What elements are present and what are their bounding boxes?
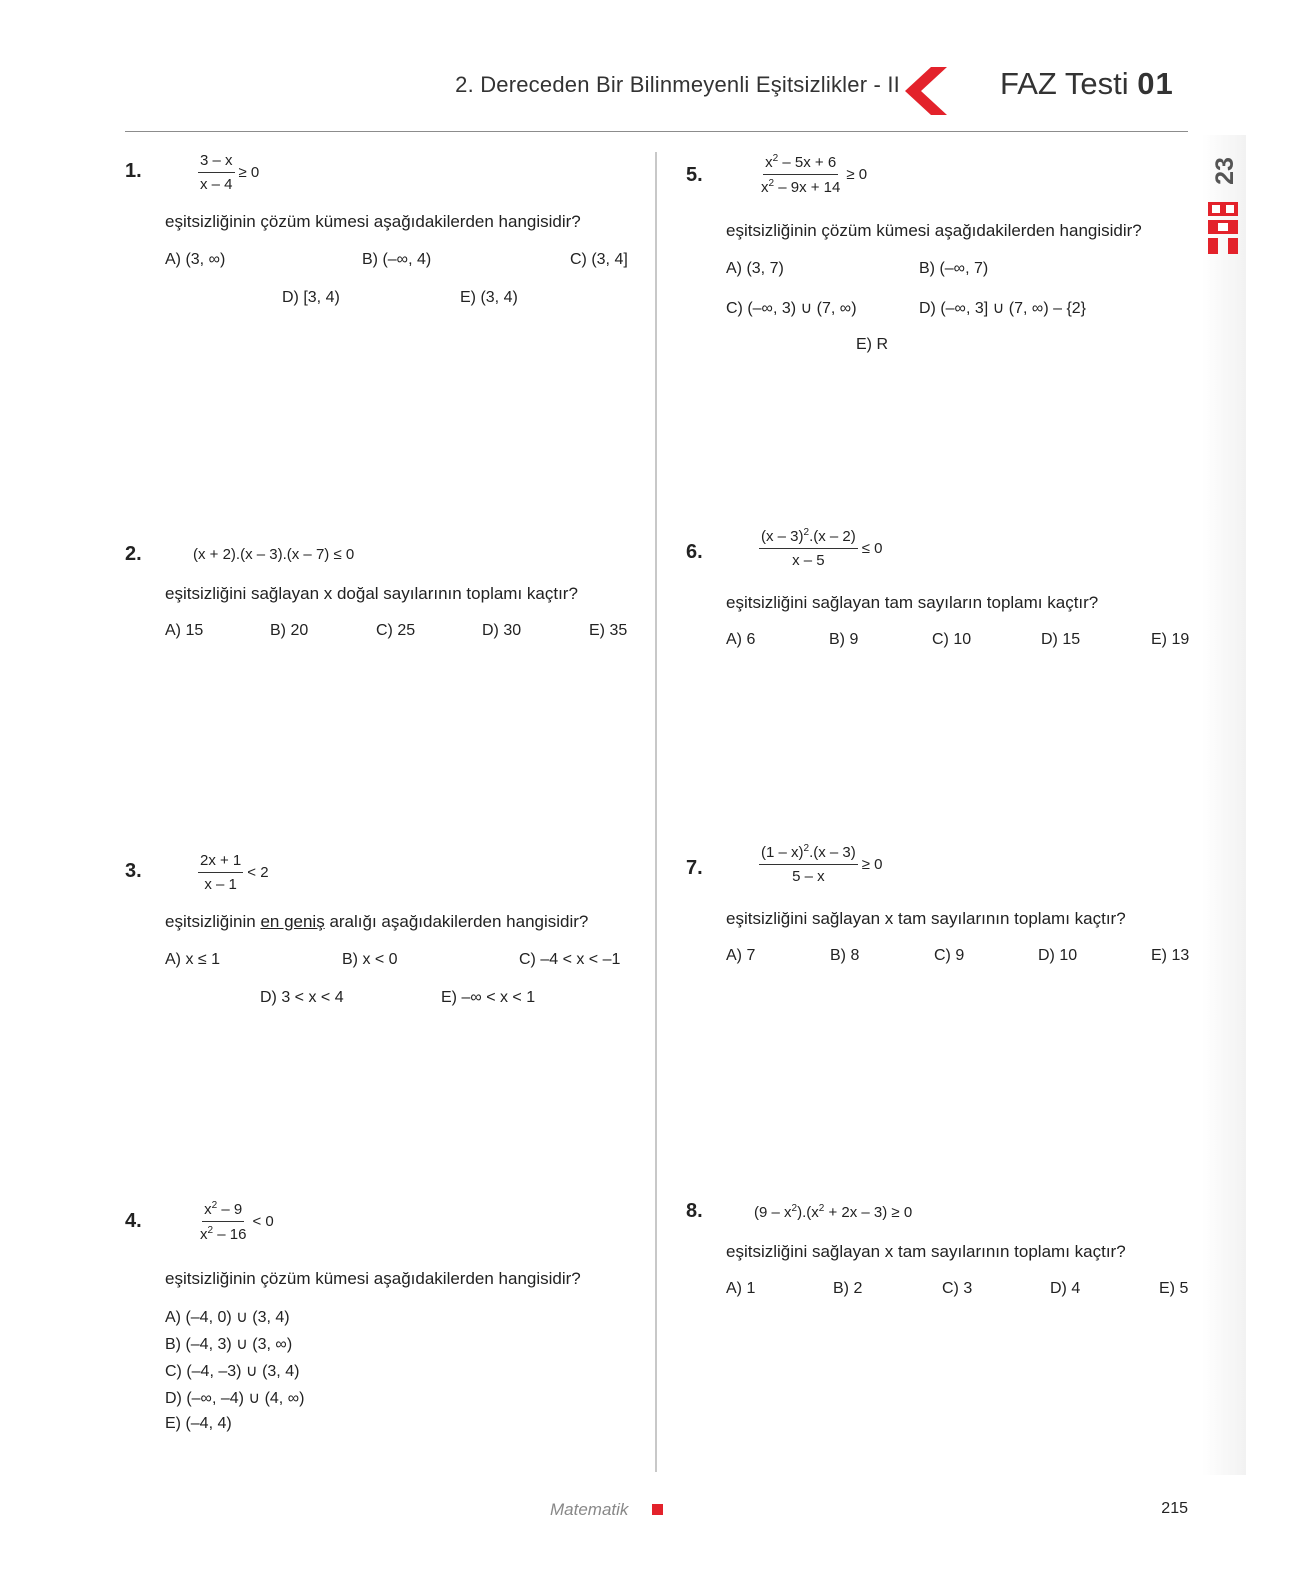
option-b[interactable]: B) x < 0 [342, 951, 398, 968]
option-d[interactable]: D) 15 [1041, 631, 1081, 648]
question-2-expression: (x + 2).(x – 3).(x – 7) ≤ 0 [193, 546, 355, 563]
option-e[interactable]: E) –∞ < x < 1 [441, 989, 536, 1006]
expr-denominator: x – 1 [204, 876, 237, 893]
question-7-prompt: eşitsizliğini sağlayan x tam sayılarının toplamı kaçtır? [726, 909, 1126, 928]
option-d[interactable]: D) (–∞, –4) ∪ (4, ∞) [165, 1390, 305, 1407]
option-c[interactable]: C) (3, 4] [570, 251, 628, 268]
question-4-expression [198, 1200, 274, 1243]
option-e[interactable]: E) 5 [1159, 1280, 1189, 1297]
square-icon [652, 1504, 663, 1515]
page-number: 215 [1161, 1500, 1188, 1517]
question-2-number: 2. [125, 543, 142, 565]
option-e[interactable]: E) 35 [589, 622, 628, 639]
option-c[interactable]: C) (–∞, 3) ∪ (7, ∞) [726, 300, 857, 317]
option-b[interactable]: B) 8 [830, 947, 860, 964]
column-divider [655, 152, 657, 1472]
option-d[interactable]: D) (–∞, 3] ∪ (7, ∞) – {2} [919, 300, 1087, 317]
expr-numerator: $x^2 - 5x + 6$ [763, 153, 838, 175]
option-d[interactable]: D) 4 [1050, 1280, 1081, 1297]
expr-relation: ≥ 0 [861, 855, 883, 873]
option-a[interactable]: A) (–4, 0) ∪ (3, 4) [165, 1309, 290, 1326]
chevron-left-icon [905, 67, 947, 115]
question-3-prompt [165, 912, 588, 932]
question-2-prompt: eşitsizliğini sağlayan x doğal sayılarının toplamı kaçtır? [165, 584, 578, 603]
expr-numerator: (1 – x)$^2$.(x – 3) [759, 843, 858, 865]
question-5-prompt: eşitsizliğinin çözüm kümesi aşağıdakilerden hangisidir? [726, 221, 1142, 240]
question-8-expression: $(9 - x^2).(x^2 + 2x - 3) \ge 0$ [754, 1203, 913, 1221]
faz-label: FAZ Testi [1000, 66, 1129, 101]
expr-denominator: x – 4 [200, 176, 233, 193]
header-divider [125, 131, 1188, 132]
prompt-end: aralığı aşağıdakilerden hangisidir? [324, 912, 589, 931]
option-e[interactable]: E) 19 [1151, 631, 1190, 648]
faz-number: 01 [1137, 66, 1174, 101]
option-a[interactable]: A) 1 [726, 1280, 756, 1297]
question-3-expression [198, 852, 269, 893]
question-8-number: 8. [686, 1200, 703, 1222]
option-c[interactable]: C) –4 < x < –1 [519, 951, 621, 968]
option-e[interactable]: E) (3, 4) [460, 289, 518, 306]
expr-relation: ≥ 0 [238, 164, 260, 181]
expr-denominator: $x^2 - 16$ [200, 1225, 247, 1243]
option-b[interactable]: B) 2 [833, 1280, 863, 1297]
expr-relation: ≥ 0 [846, 166, 868, 183]
option-e[interactable]: E) 13 [1151, 947, 1190, 964]
option-d[interactable]: D) [3, 4) [282, 289, 340, 306]
footer-subject: Matematik [550, 1500, 629, 1519]
emphasis-underline: en geniş [260, 912, 325, 931]
faz-test-label [1000, 66, 1174, 102]
question-7-number: 7. [686, 857, 703, 879]
test-title: 2. Dereceden Bir Bilinmeyenli Eşitsizlikler - II [455, 72, 900, 97]
option-a[interactable]: A) x ≤ 1 [165, 951, 221, 968]
option-b[interactable]: B) (–∞, 4) [362, 251, 432, 268]
option-c[interactable]: C) (–4, –3) ∪ (3, 4) [165, 1363, 300, 1380]
option-a[interactable]: A) 7 [726, 947, 756, 964]
option-b[interactable]: B) 9 [829, 631, 859, 648]
question-6-prompt: eşitsizliğini sağlayan tam sayıların toplamı kaçtır? [726, 593, 1099, 612]
option-a[interactable]: A) (3, 7) [726, 260, 784, 277]
question-4-number: 4. [125, 1210, 142, 1232]
expr-relation: < 0 [252, 1213, 274, 1230]
option-a[interactable]: A) (3, ∞) [165, 251, 226, 268]
question-5-expression [759, 153, 867, 196]
option-d[interactable]: D) 10 [1038, 947, 1078, 964]
expr-relation: ≤ 0 [861, 539, 883, 557]
expr-numerator: 2x + 1 [198, 852, 243, 873]
expr-denominator: $x^2 - 9x + 14$ [761, 178, 841, 196]
expr-numerator: 3 – x [198, 152, 235, 173]
option-c[interactable]: C) 9 [934, 947, 965, 964]
question-7-expression [759, 843, 883, 885]
question-1-prompt: eşitsizliğinin çözüm kümesi aşağıdakilerden hangisidir? [165, 212, 581, 231]
expr-denominator: x – 5 [792, 552, 825, 569]
question-4-prompt: eşitsizliğinin çözüm kümesi aşağıdakilerden hangisidir? [165, 1269, 581, 1288]
question-6-number: 6. [686, 541, 703, 563]
option-a[interactable]: A) 15 [165, 622, 204, 639]
side-section-number: 23 [1211, 157, 1239, 185]
question-5-number: 5. [686, 164, 703, 186]
expr-numerator: (x – 3)$^2$.(x – 2) [759, 527, 858, 549]
option-a[interactable]: A) 6 [726, 631, 756, 648]
expr-denominator: 5 – x [792, 868, 825, 885]
option-e[interactable]: E) (–4, 4) [165, 1415, 232, 1432]
option-c[interactable]: C) 10 [932, 631, 972, 648]
option-e[interactable]: E) R [856, 336, 888, 353]
question-1-number: 1. [125, 160, 142, 182]
faz-logo-icon [1208, 202, 1238, 254]
option-c[interactable]: C) 3 [942, 1280, 973, 1297]
option-b[interactable]: B) (–∞, 7) [919, 260, 989, 277]
option-b[interactable]: B) 20 [270, 622, 309, 639]
expr-relation: < 2 [247, 864, 269, 881]
option-d[interactable]: D) 30 [482, 622, 522, 639]
option-b[interactable]: B) (–4, 3) ∪ (3, ∞) [165, 1336, 293, 1353]
question-6-expression [759, 527, 883, 569]
question-8-prompt: eşitsizliğini sağlayan x tam sayılarının toplamı kaçtır? [726, 1242, 1126, 1261]
question-1-expression [198, 152, 259, 193]
option-c[interactable]: C) 25 [376, 622, 416, 639]
side-strip [1202, 135, 1246, 1475]
option-d[interactable]: D) 3 < x < 4 [260, 989, 344, 1006]
prompt-start: eşitsizliğinin [165, 912, 261, 931]
expr-numerator: $x^2 - 9$ [202, 1200, 244, 1222]
question-3-number: 3. [125, 860, 142, 882]
